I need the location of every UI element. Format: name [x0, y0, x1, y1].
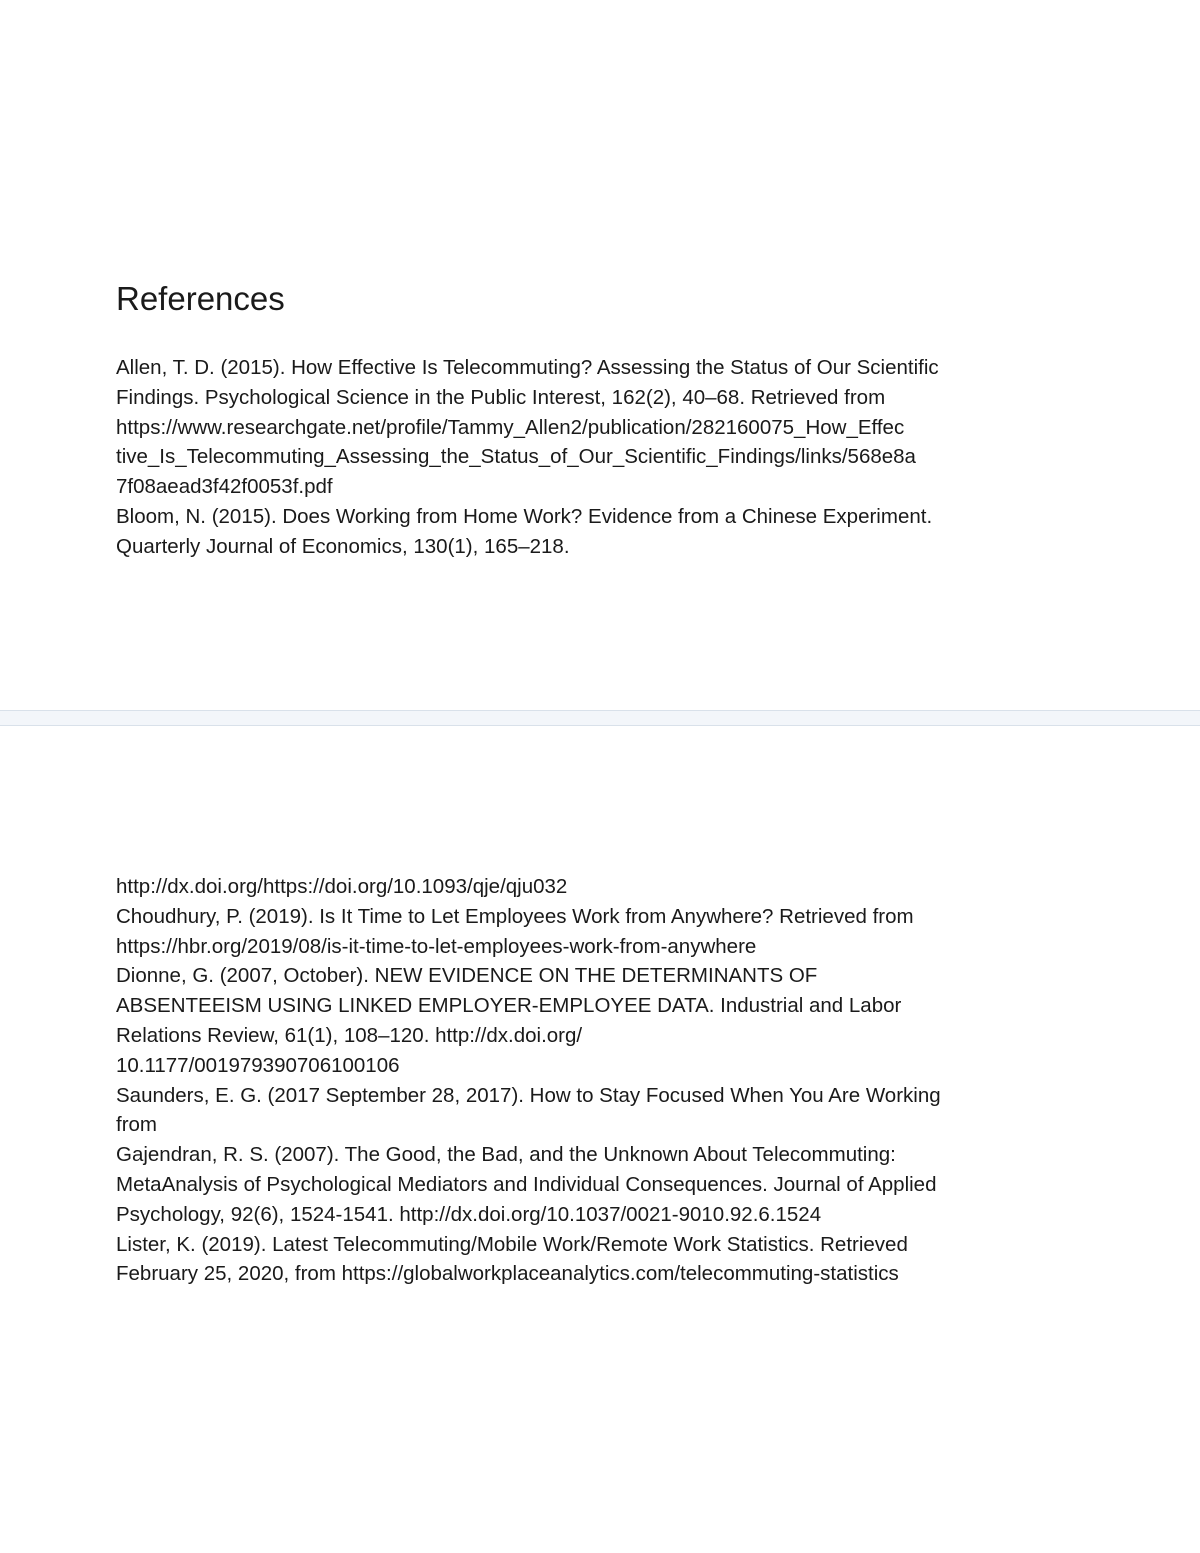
page-break-divider: [0, 710, 1200, 726]
reference-line: from: [116, 1113, 157, 1137]
reference-line: Choudhury, P. (2019). Is It Time to Let Employees Work from Anywhere? Retrieved from: [116, 904, 914, 928]
reference-line: February 25, 2020, from https://globalworkplaceanalytics.com/telecommuting-statistics: [116, 1262, 899, 1286]
reference-line: https://www.researchgate.net/profile/Tammy_Allen2/publication/282160075_How_Effec: [116, 415, 905, 439]
page-1-reference-lines: [116, 353, 939, 562]
reference-line: Dionne, G. (2007, October). NEW EVIDENCE ON THE DETERMINANTS OF: [116, 964, 818, 988]
reference-line: Psychology, 92(6), 1524-1541. http://dx.doi.org/10.1037/0021-9010.92.6.1524: [116, 1202, 822, 1226]
reference-line: Allen, T. D. (2015). How Effective Is Telecommuting? Assessing the Status of Our Scientific: [116, 356, 939, 379]
reference-line: MetaAnalysis of Psychological Mediators and Individual Consequences. Journal of Applied: [116, 1172, 937, 1196]
reference-line: Relations Review, 61(1), 108–120. http://dx.doi.org/: [116, 1023, 583, 1047]
reference-line: https://hbr.org/2019/08/is-it-time-to-let-employees-work-from-anywhere: [116, 934, 757, 958]
reference-line: ABSENTEEISM USING LINKED EMPLOYER-EMPLOYEE DATA. Industrial and Labor: [116, 994, 902, 1018]
reference-line: 7f08aead3f42f0053f.pdf: [116, 475, 333, 499]
reference-line: Quarterly Journal of Economics, 130(1), 165–218.: [116, 534, 570, 558]
reference-line: Gajendran, R. S. (2007). The Good, the Bad, and the Unknown About Telecommuting:: [116, 1143, 896, 1167]
page-2: [0, 726, 1200, 1553]
reference-line: tive_Is_Telecommuting_Assessing_the_Status_of_Our_Scientific_Findings/links/568e8a: [116, 445, 916, 469]
references-heading: References: [116, 280, 285, 317]
reference-line: Bloom, N. (2015). Does Working from Home Work? Evidence from a Chinese Experiment.: [116, 504, 933, 528]
reference-line: Findings. Psychological Science in the Public Interest, 162(2), 40–68. Retrieved from: [116, 385, 886, 409]
reference-line: Saunders, E. G. (2017 September 28, 2017). How to Stay Focused When You Are Working: [116, 1083, 941, 1107]
page-2-reference-lines: [116, 872, 941, 1289]
reference-line: Lister, K. (2019). Latest Telecommuting/Mobile Work/Remote Work Statistics. Retrieved: [116, 1232, 908, 1256]
page-1: [0, 0, 1200, 710]
reference-line: 10.1177/001979390706100106: [116, 1053, 400, 1077]
reference-line: http://dx.doi.org/https://doi.org/10.1093/qje/qju032: [116, 875, 568, 898]
